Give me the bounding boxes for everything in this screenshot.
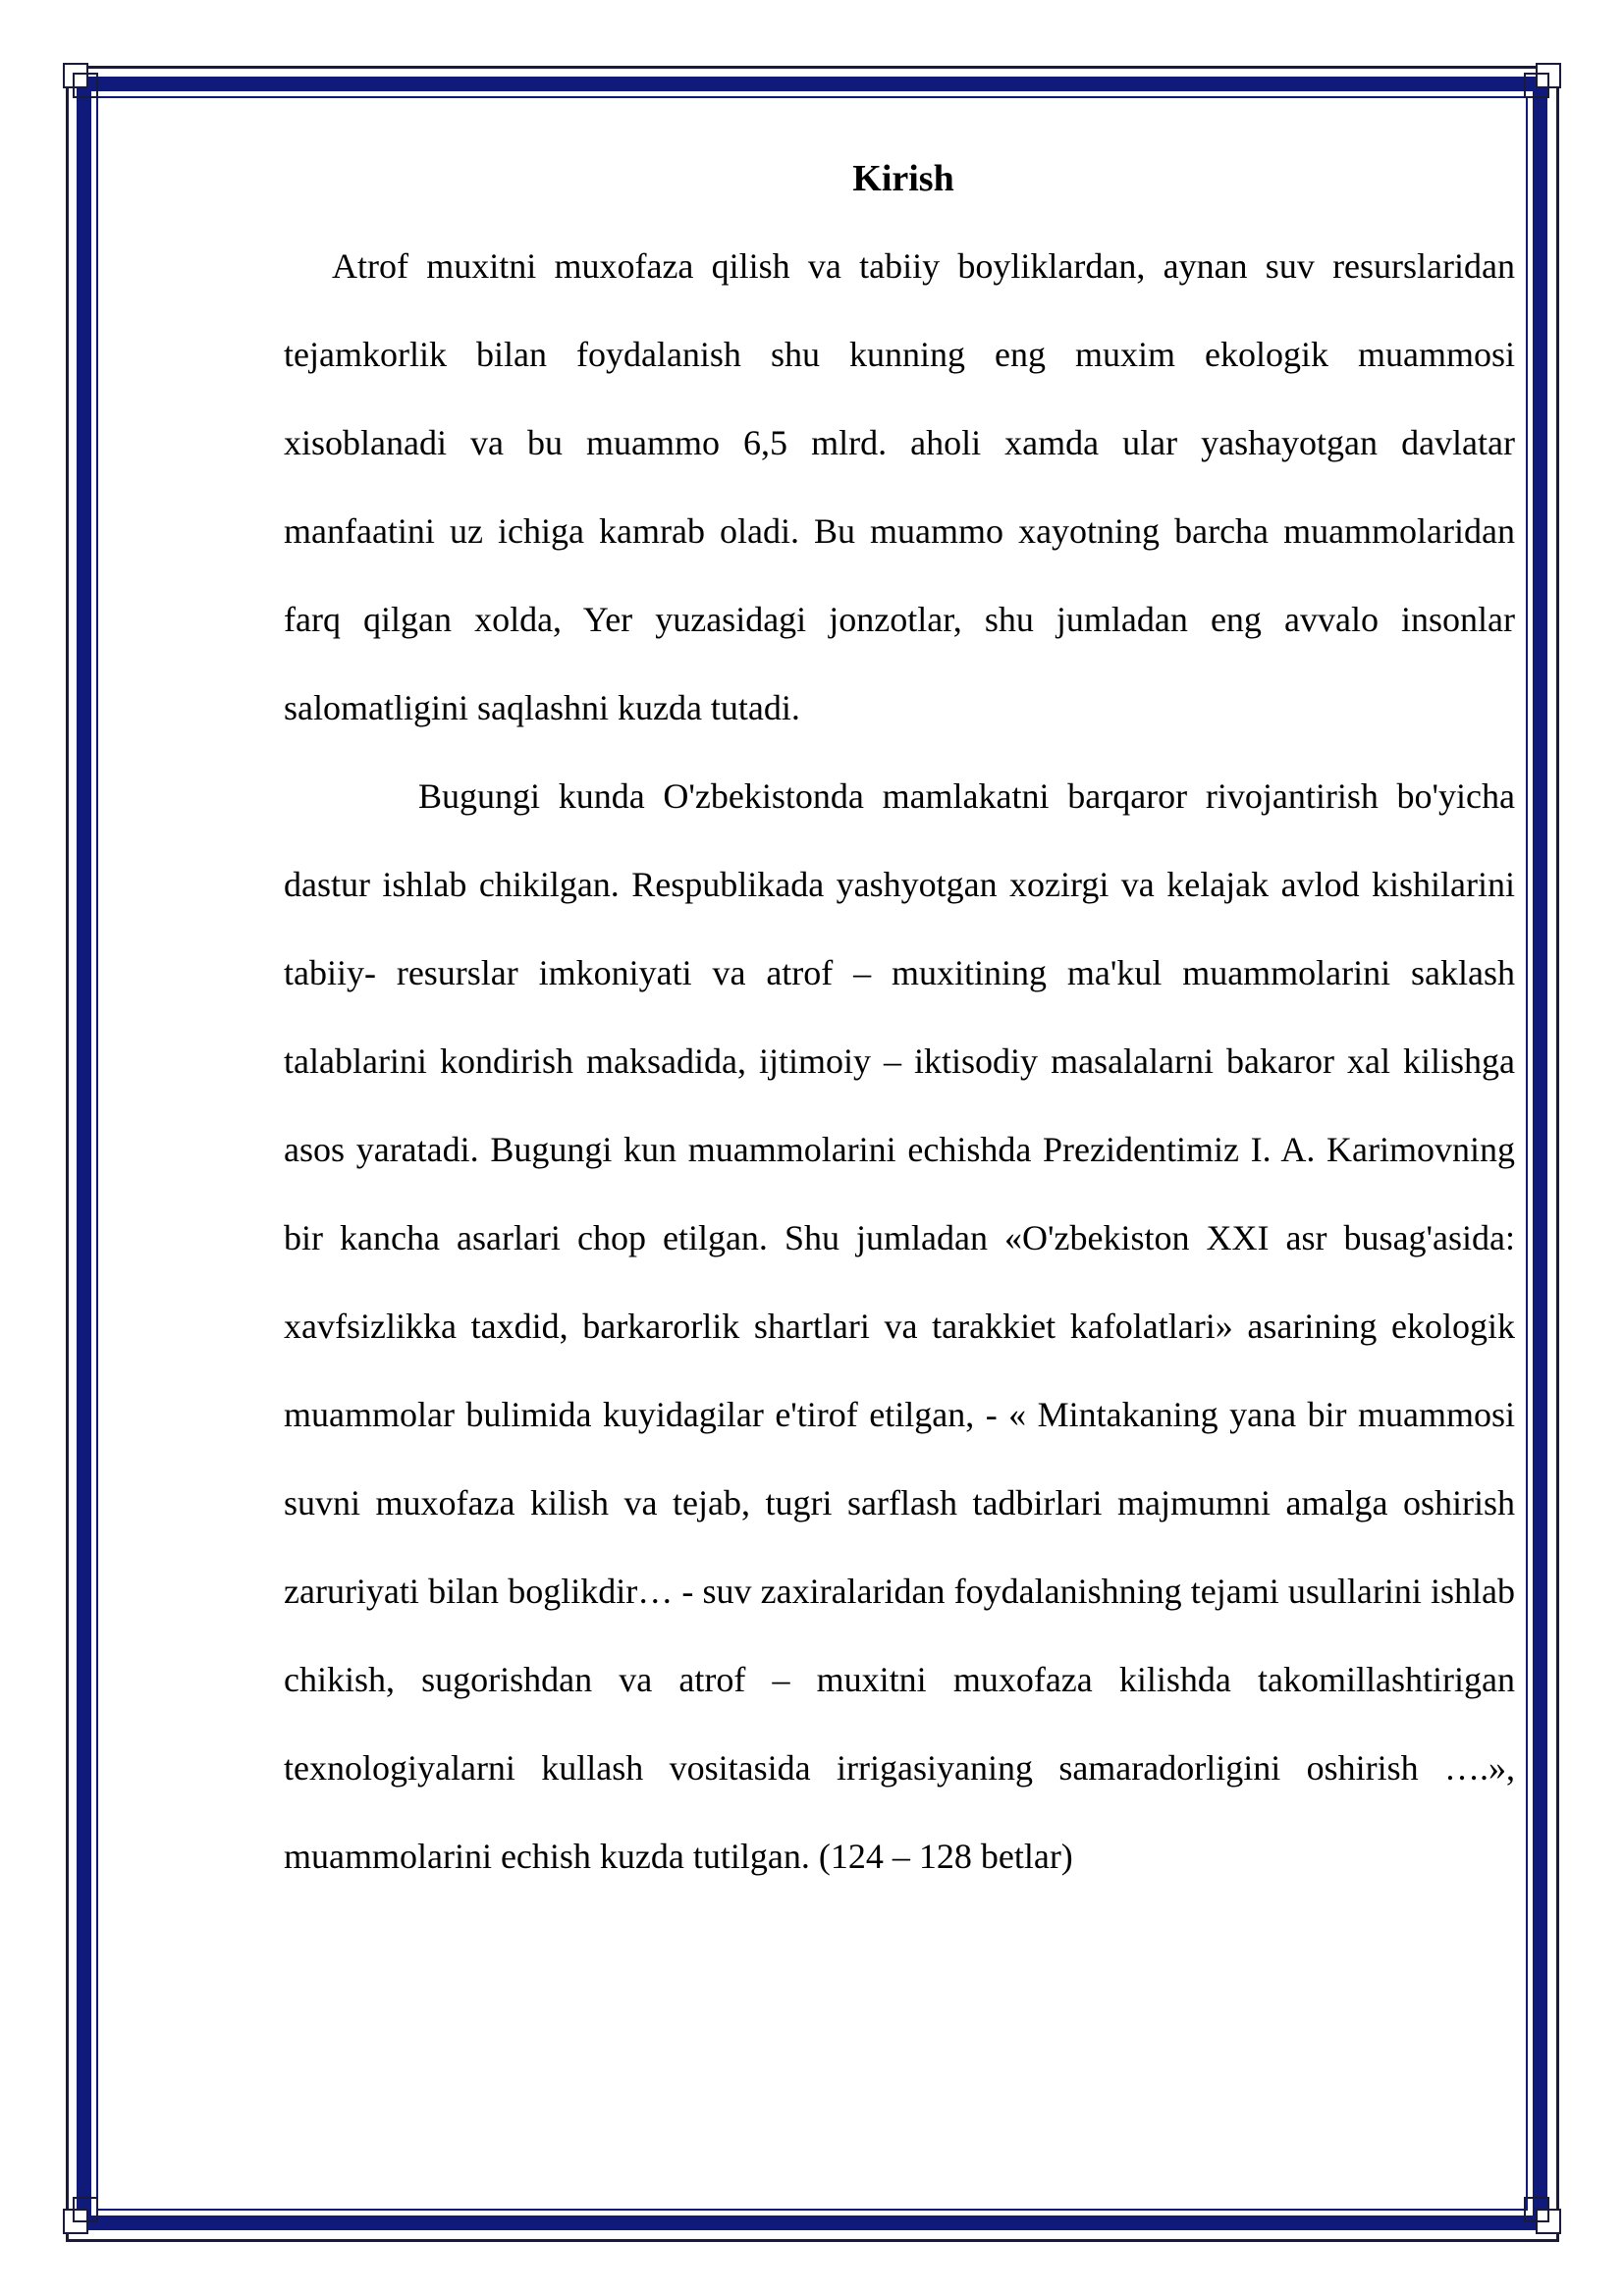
body-paragraph: Bugungi kunda O'zbekistonda mamlakatni barqaror rivojantirish bo'yicha dastur ishlab chikilgan. Respublikada yashyotgan xozirgi va kelajak avlod kishilarini tabiiy- resurslar imkoniyati va atrof – muxitining ma'kul muammolarini saklash talablarini kondirish maksadida, ijtimoiy – iktisodiy masalalarni bakaror xal kilishga asos yaratadi. Bugungi kun muammolarini echishda Prezidentimiz I. A. Karimovning bir kancha asarlari chop etilgan. Shu jumladan «O'zbekiston XXI asr busag'asida: xavfsizlikka taxdid, barkarorlik shartlari va tarakkiet kafolatlari» asarining ekologik muammolar bulimida kuyidagilar e'tirof etilgan, - « Mintakaning yana bir muammosi suvni muxofaza kilish va tejab, tugri sarflash tadbirlari majmumni amalga oshirish zaruriyati bilan boglikdir… - suv zaxiralaridan foydalanishning tejami usullarini ishlab chikish, sugorishdan va atrof – muxitni muxofaza kilishda takomillashtirigan texnologiyalarni kullash vositasida irrigasiyaning samaradorligini oshirish ….», muammolarini echish kuzda tutilgan. (124 – 128 betlar) (284, 776, 1515, 1876)
body-paragraph-2-block (284, 752, 1515, 1900)
page-title: Kirish (852, 158, 954, 199)
body-paragraph: Atrof muxitni muxofaza qilish va tabiiy boyliklardan, aynan suv resurslaridan tejamkorlik bilan foydalanish shu kunning eng muxim ekologik muammosi xisoblanadi va bu muammo 6,5 mlrd. aholi xamda ular yashayotgan davlatar manfaatini uz ichiga kamrab oladi. Bu muammo xayotning barcha muammolaridan farq qilgan xolda, Yer yuzasidagi jonzotlar, shu jumladan eng avvalo insonlar salomatligini saqlashni kuzda tutadi. (284, 246, 1515, 727)
corner-ornament-bottom-left (63, 2197, 100, 2234)
corner-ornament-top-right (1524, 63, 1561, 100)
body-paragraph-1-block (284, 222, 1515, 752)
corner-ornament-bottom-right (1524, 2197, 1561, 2234)
corner-ornament-top-left (63, 63, 100, 100)
